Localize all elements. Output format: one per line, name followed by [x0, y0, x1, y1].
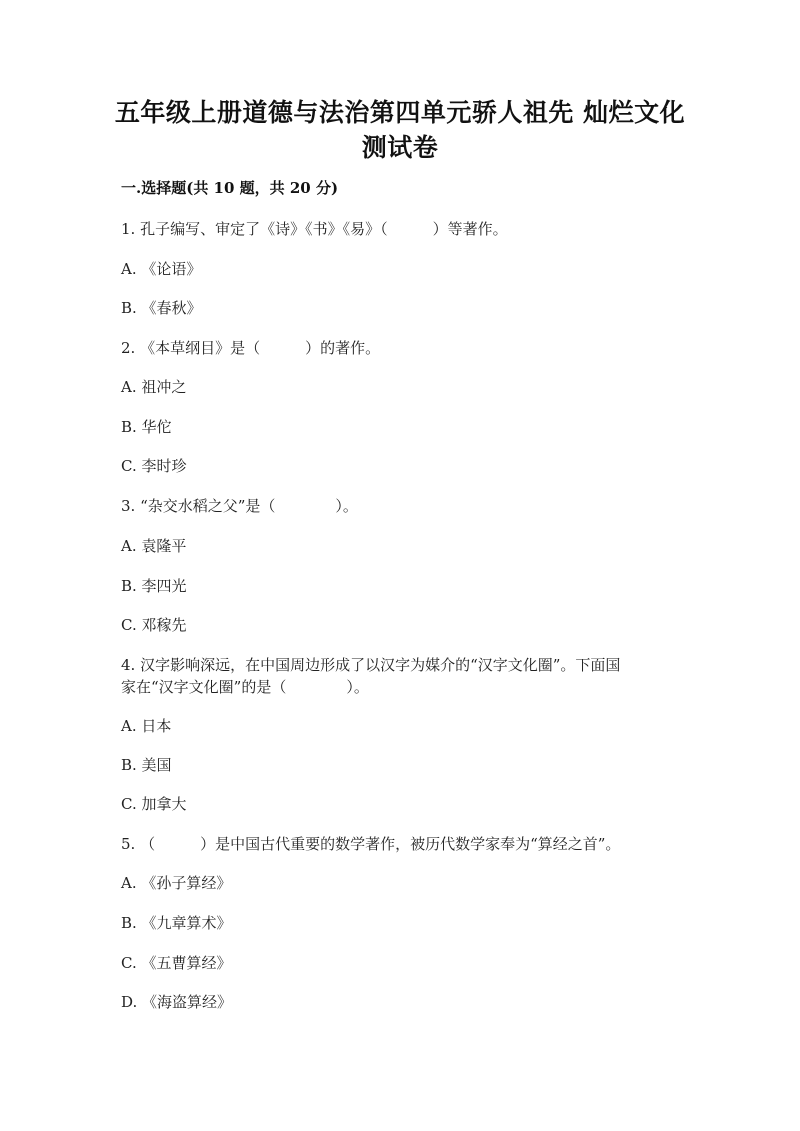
question-4-stem-line-2: 家在“汉字文化圈”的是（ ）。: [121, 678, 369, 696]
question-2-stem: 2. 《本草纲目》是（ ）的著作。: [121, 339, 381, 357]
question-3-option-c: C. 邓稼先: [121, 616, 187, 634]
question-5-stem: 5. （ ）是中国古代重要的数学著作，被历代数学家奉为“算经之首”。: [121, 835, 621, 853]
page-title-line-2: 测试卷: [361, 133, 439, 162]
question-2-option-b: B. 华佗: [121, 418, 172, 436]
question-3-option-b: B. 李四光: [121, 577, 187, 595]
question-5-option-c: C. 《五曹算经》: [121, 954, 232, 972]
question-2-option-a: A. 祖冲之: [121, 378, 187, 396]
question-1-option-a: A. 《论语》: [121, 260, 202, 278]
section-heading: 一.选择题(共 10 题，共 20 分): [121, 179, 339, 197]
question-4-stem-line-1: 4. 汉字影响深远，在中国周边形成了以汉字为媒介的“汉字文化圈”。下面国: [121, 656, 621, 674]
question-5-option-b: B. 《九章算术》: [121, 914, 232, 932]
question-2-option-c: C. 李时珍: [121, 457, 187, 475]
question-3-option-a: A. 袁隆平: [121, 537, 187, 555]
question-4-option-b: B. 美国: [121, 756, 172, 774]
question-5-option-a: A. 《孙子算经》: [121, 874, 232, 892]
question-1-option-b: B. 《春秋》: [121, 299, 202, 317]
question-5-option-d: D. 《海盗算经》: [121, 993, 233, 1011]
page-title-line-1: 五年级上册道德与法治第四单元骄人祖先 灿烂文化: [114, 98, 686, 127]
question-4-option-c: C. 加拿大: [121, 795, 187, 813]
question-3-stem: 3. “杂交水稻之父”是（ ）。: [121, 497, 358, 515]
question-1-stem: 1. 孔子编写、审定了《诗》《书》《易》（ ）等著作。: [121, 220, 508, 238]
question-4-option-a: A. 日本: [121, 717, 172, 735]
